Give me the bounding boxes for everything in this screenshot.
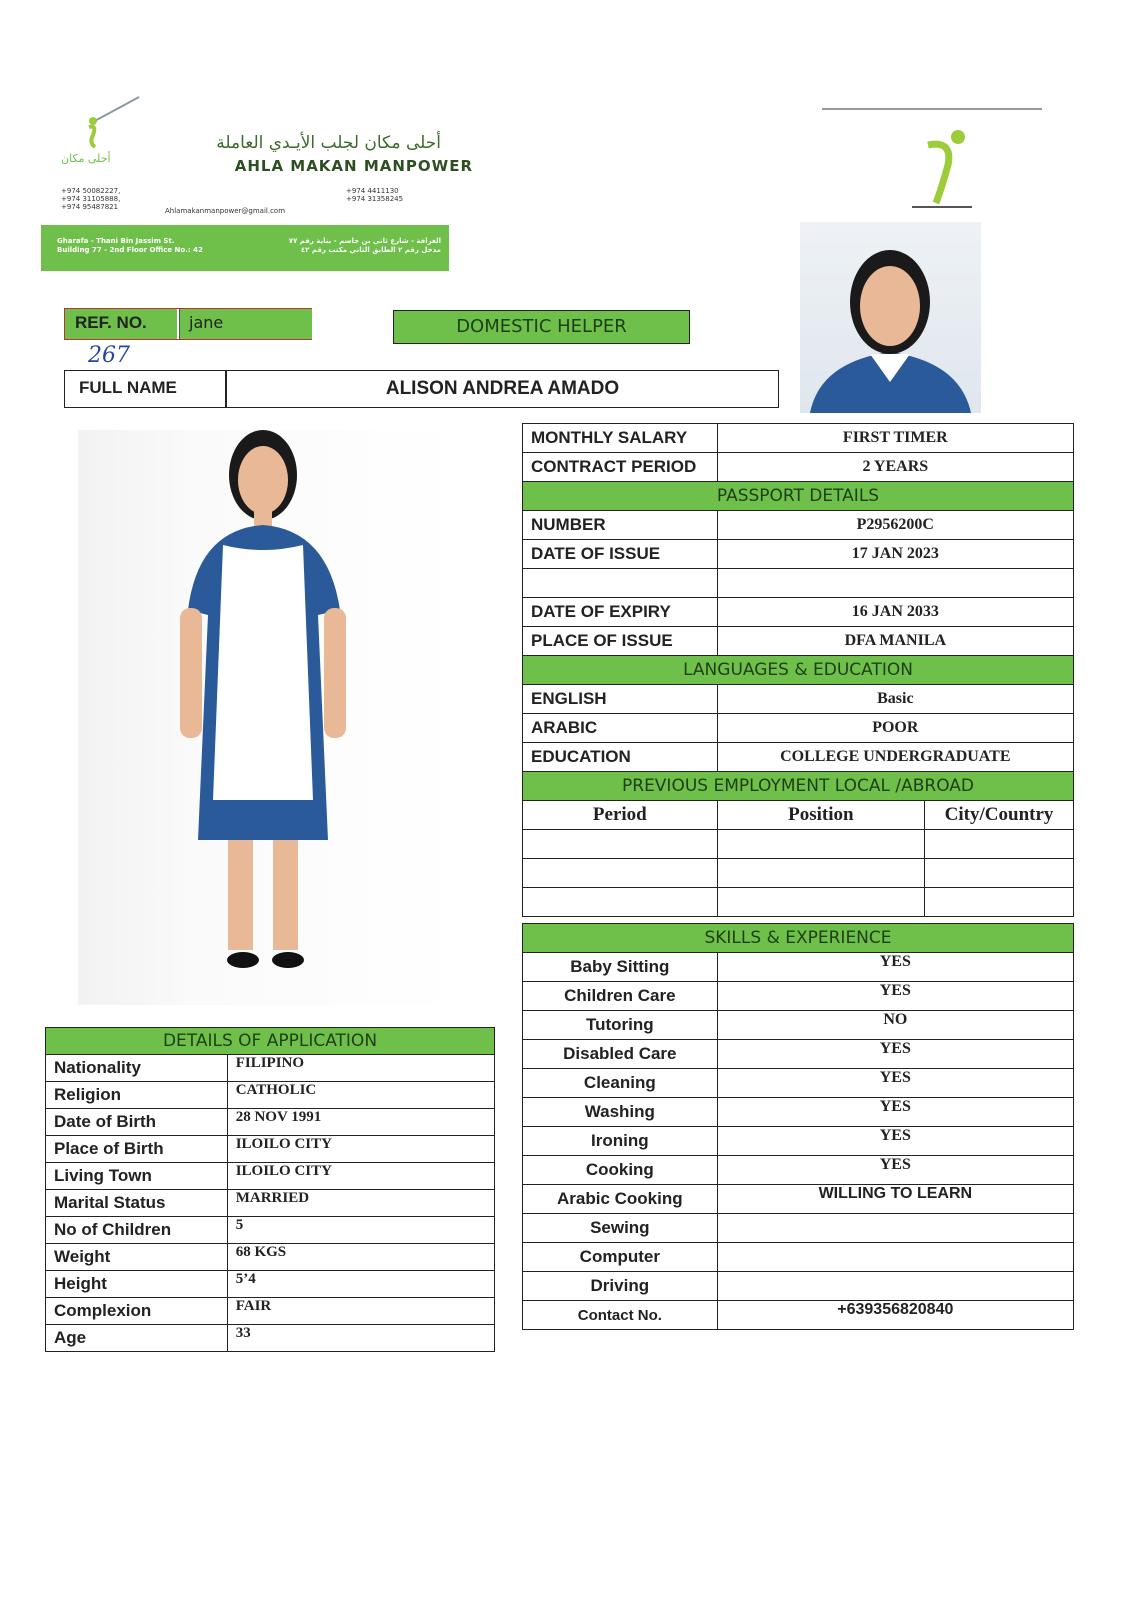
- date-of-issue-label: DATE OF ISSUE: [523, 540, 718, 569]
- empty-cell: [717, 888, 924, 917]
- detail-value: ILOILO CITY: [227, 1136, 494, 1163]
- english-value: Basic: [717, 685, 1073, 714]
- monthly-salary-value: FIRST TIMER: [717, 424, 1073, 453]
- detail-row: [46, 1082, 495, 1109]
- skill-value: YES: [717, 1069, 1073, 1098]
- detail-row: [46, 1244, 495, 1271]
- table-row: [523, 859, 1074, 888]
- detail-label: Age: [46, 1325, 228, 1352]
- address-line: Gharafa - Thani Bin Jassim St.: [57, 237, 175, 245]
- detail-row: [46, 1163, 495, 1190]
- skill-label: Cooking: [523, 1156, 718, 1185]
- skill-label: Contact No.: [523, 1301, 718, 1330]
- table-row: [523, 801, 1074, 830]
- detail-row: [46, 1055, 495, 1082]
- skill-value: YES: [717, 1040, 1073, 1069]
- phones-left: [61, 187, 120, 211]
- section-header-row: [523, 656, 1074, 685]
- skill-label: Sewing: [523, 1214, 718, 1243]
- right-info-table: [522, 423, 1074, 1330]
- skill-row: [523, 1040, 1074, 1069]
- detail-value: 5: [227, 1217, 494, 1244]
- address-line: الغرافة - شارع ثاني بن جاسم - بناية رقم ٧٧: [288, 237, 441, 245]
- passport-details-header: PASSPORT DETAILS: [523, 482, 1074, 511]
- logo-arabic-text: أحلى مكان: [61, 152, 111, 165]
- skill-value: YES: [717, 982, 1073, 1011]
- passport-number-label: NUMBER: [523, 511, 718, 540]
- table-row: [523, 424, 1074, 453]
- detail-row: [46, 1298, 495, 1325]
- detail-label: Religion: [46, 1082, 228, 1109]
- employment-header: PREVIOUS EMPLOYMENT LOCAL /ABROAD: [523, 772, 1074, 801]
- detail-label: Place of Birth: [46, 1136, 228, 1163]
- detail-row: [46, 1325, 495, 1352]
- detail-value: FILIPINO: [227, 1055, 494, 1082]
- detail-row: [46, 1271, 495, 1298]
- detail-value: MARRIED: [227, 1190, 494, 1217]
- position-title: DOMESTIC HELPER: [393, 310, 690, 344]
- detail-label: Date of Birth: [46, 1109, 228, 1136]
- skill-row: [523, 982, 1074, 1011]
- skill-row: [523, 1214, 1074, 1243]
- skill-value: +639356820840: [717, 1301, 1073, 1330]
- passport-number-value: P2956200C: [717, 511, 1073, 540]
- empty-cell: [925, 859, 1074, 888]
- skill-row: [523, 953, 1074, 982]
- english-label: ENGLISH: [523, 685, 718, 714]
- employment-col-position: Position: [717, 801, 924, 830]
- skill-value: WILLING TO LEARN: [717, 1185, 1073, 1214]
- skill-label: Ironing: [523, 1127, 718, 1156]
- skill-row: [523, 1301, 1074, 1330]
- phone-line: +974 31105888,: [61, 195, 121, 203]
- skill-label: Children Care: [523, 982, 718, 1011]
- section-header-row: [46, 1028, 495, 1055]
- detail-label: Complexion: [46, 1298, 228, 1325]
- skill-row: [523, 1098, 1074, 1127]
- address-arabic: [289, 237, 441, 255]
- full-name-row: [64, 370, 779, 408]
- person-portrait-icon: [800, 222, 981, 413]
- empty-cell: [717, 569, 1073, 598]
- skill-label: Tutoring: [523, 1011, 718, 1040]
- monthly-salary-label: MONTHLY SALARY: [523, 424, 718, 453]
- education-label: EDUCATION: [523, 743, 718, 772]
- education-value: COLLEGE UNDERGRADUATE: [717, 743, 1073, 772]
- date-of-expiry-label: DATE OF EXPIRY: [523, 598, 718, 627]
- detail-row: [46, 1109, 495, 1136]
- empty-cell: [523, 830, 718, 859]
- full-name-label: FULL NAME: [79, 378, 177, 397]
- handwritten-number: 267: [88, 343, 130, 368]
- detail-row: [46, 1217, 495, 1244]
- agency-arabic-name: أحلى مكان لجلب الأيـدي العاملة: [216, 133, 441, 153]
- spacer-row: [523, 917, 1074, 924]
- contract-period-label: CONTRACT PERIOD: [523, 453, 718, 482]
- table-row: [523, 453, 1074, 482]
- skill-value: YES: [717, 1156, 1073, 1185]
- detail-label: Height: [46, 1271, 228, 1298]
- detail-row: [46, 1136, 495, 1163]
- skill-row: [523, 1243, 1074, 1272]
- watermark-logo-icon: [908, 125, 978, 215]
- section-header-row: [523, 772, 1074, 801]
- skill-label: Driving: [523, 1272, 718, 1301]
- table-row: [523, 714, 1074, 743]
- table-row: [523, 540, 1074, 569]
- detail-label: Marital Status: [46, 1190, 228, 1217]
- languages-header: LANGUAGES & EDUCATION: [523, 656, 1074, 685]
- table-row: [523, 685, 1074, 714]
- skill-label: Disabled Care: [523, 1040, 718, 1069]
- ref-label: REF. NO.: [75, 313, 147, 332]
- empty-cell: [523, 859, 718, 888]
- date-of-issue-value: 17 JAN 2023: [717, 540, 1073, 569]
- detail-value: ILOILO CITY: [227, 1163, 494, 1190]
- phone-line: +974 4411130: [346, 187, 399, 195]
- skill-label: Cleaning: [523, 1069, 718, 1098]
- detail-value: 5’4: [227, 1271, 494, 1298]
- detail-value: FAIR: [227, 1298, 494, 1325]
- detail-value: CATHOLIC: [227, 1082, 494, 1109]
- detail-value: 33: [227, 1325, 494, 1352]
- skill-row: [523, 1272, 1074, 1301]
- ref-value: jane: [189, 313, 224, 332]
- table-row: [523, 569, 1074, 598]
- phones-right: [346, 187, 403, 203]
- empty-cell: [925, 888, 1074, 917]
- section-header-row: [523, 924, 1074, 953]
- skill-label: Washing: [523, 1098, 718, 1127]
- details-header: DETAILS OF APPLICATION: [46, 1028, 495, 1055]
- agency-english-name: AHLA MAKAN MANPOWER: [234, 157, 473, 175]
- empty-cell: [523, 569, 718, 598]
- address-strip: [41, 225, 449, 271]
- table-row: [523, 627, 1074, 656]
- spacer: [523, 917, 1074, 924]
- place-of-issue-value: DFA MANILA: [717, 627, 1073, 656]
- arabic-value: POOR: [717, 714, 1073, 743]
- employment-col-city: City/Country: [925, 801, 1074, 830]
- ref-box: [64, 308, 312, 340]
- empty-cell: [925, 830, 1074, 859]
- address-line: مدخل رقم ٢ الطابق الثاني مكتب رقم ٤٢: [300, 246, 441, 254]
- detail-label: Nationality: [46, 1055, 228, 1082]
- phone-line: +974 95487821: [61, 203, 119, 211]
- empty-cell: [717, 859, 924, 888]
- empty-cell: [523, 888, 718, 917]
- skills-list: [523, 953, 1074, 1330]
- phone-line: +974 50082227,: [61, 187, 121, 195]
- table-row: [523, 743, 1074, 772]
- table-row: [523, 511, 1074, 540]
- skill-value: YES: [717, 1127, 1073, 1156]
- section-header-row: [523, 482, 1074, 511]
- table-row: [523, 598, 1074, 627]
- skill-value: [717, 1272, 1073, 1301]
- skill-row: [523, 1127, 1074, 1156]
- details-table: [45, 1027, 495, 1352]
- skill-value: NO: [717, 1011, 1073, 1040]
- skill-row: [523, 1069, 1074, 1098]
- date-of-expiry-value: 16 JAN 2033: [717, 598, 1073, 627]
- detail-label: Living Town: [46, 1163, 228, 1190]
- skill-row: [523, 1011, 1074, 1040]
- place-of-issue-label: PLACE OF ISSUE: [523, 627, 718, 656]
- skill-label: Baby Sitting: [523, 953, 718, 982]
- detail-label: Weight: [46, 1244, 228, 1271]
- detail-row: [46, 1190, 495, 1217]
- table-row: [523, 830, 1074, 859]
- skill-value: [717, 1214, 1073, 1243]
- employment-col-period: Period: [523, 801, 718, 830]
- agency-header-card: [41, 95, 473, 271]
- skill-row: [523, 1185, 1074, 1214]
- skills-header: SKILLS & EXPERIENCE: [523, 924, 1074, 953]
- address-line: Building 77 - 2nd Floor Office No.: 42: [57, 246, 203, 254]
- full-name-value: ALISON ANDREA AMADO: [385, 378, 620, 399]
- address-english: [57, 237, 203, 255]
- details-list: [46, 1055, 495, 1352]
- empty-cell: [717, 830, 924, 859]
- skill-row: [523, 1156, 1074, 1185]
- skill-value: [717, 1243, 1073, 1272]
- skill-value: YES: [717, 1098, 1073, 1127]
- top-rule: [822, 108, 1042, 110]
- skill-value: YES: [717, 953, 1073, 982]
- full-body-photo: [78, 430, 458, 1005]
- skill-label: Arabic Cooking: [523, 1185, 718, 1214]
- phone-line: +974 31358245: [346, 195, 404, 203]
- passport-photo: [800, 222, 981, 413]
- person-full-body-icon: [78, 430, 458, 1005]
- agency-email: Ahlamakanmanpower@gmail.com: [165, 207, 286, 215]
- contract-period-value: 2 YEARS: [717, 453, 1073, 482]
- table-row: [523, 888, 1074, 917]
- detail-label: No of Children: [46, 1217, 228, 1244]
- skill-label: Computer: [523, 1243, 718, 1272]
- arabic-label: ARABIC: [523, 714, 718, 743]
- detail-value: 28 NOV 1991: [227, 1109, 494, 1136]
- detail-value: 68 KGS: [227, 1244, 494, 1271]
